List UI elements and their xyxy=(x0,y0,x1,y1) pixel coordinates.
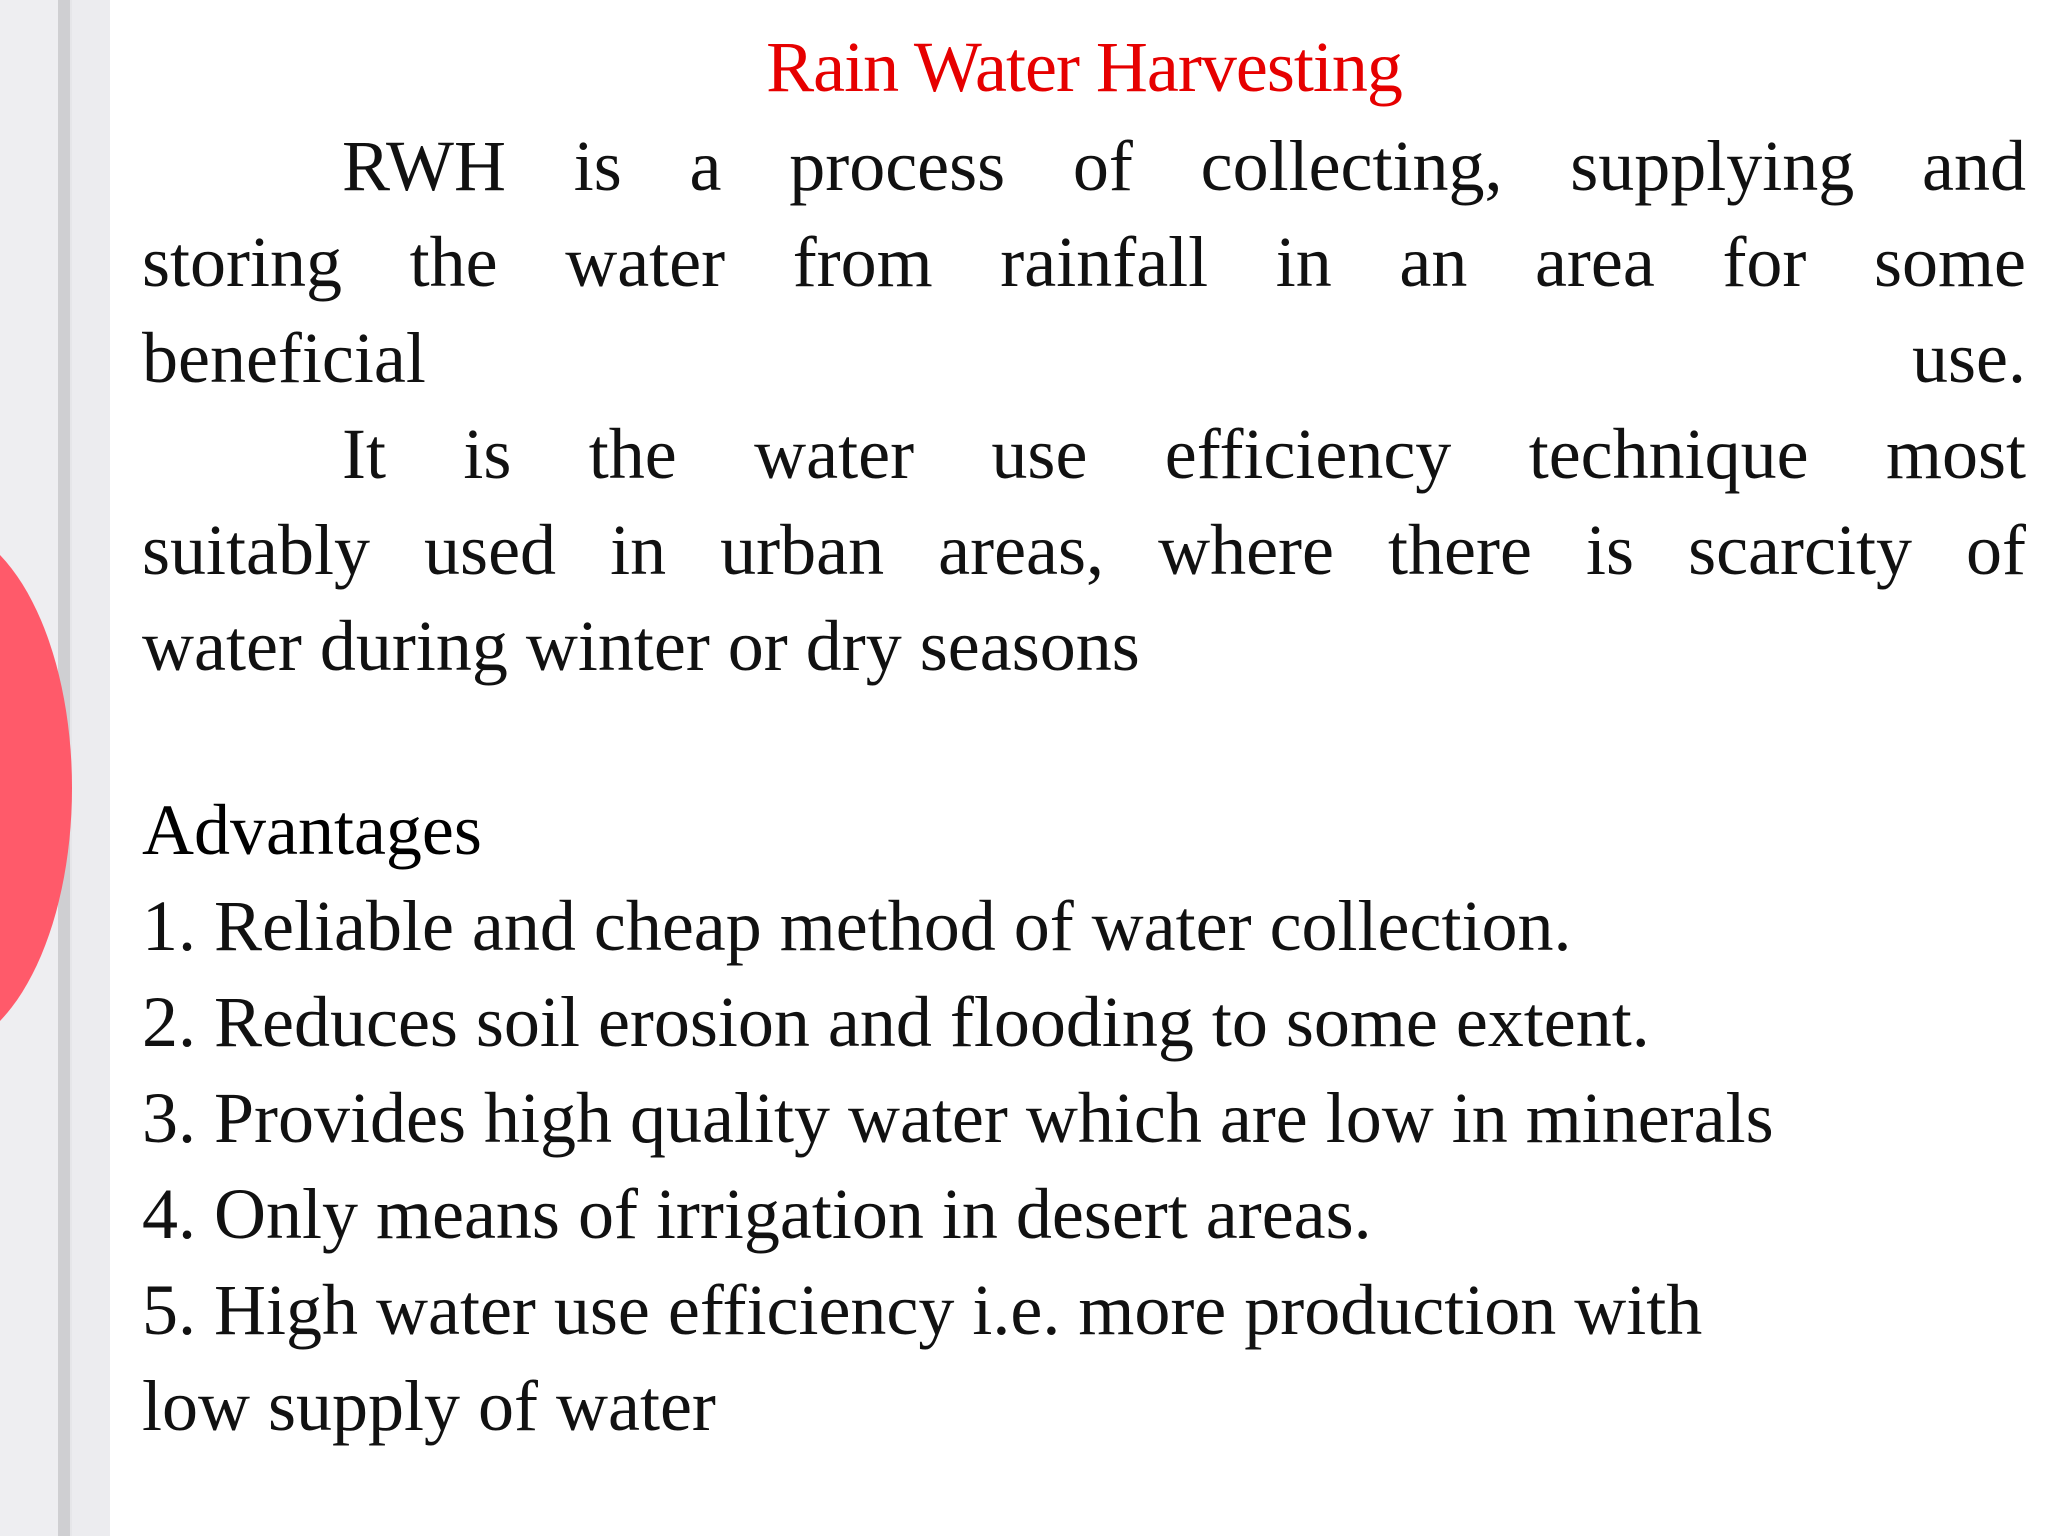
paragraph-efficiency-line-1: It is the water use efficiency technique most xyxy=(342,414,2026,494)
slide-content xyxy=(142,0,2026,1536)
paragraph-rwh-definition-line-2: storing the water from rainfall in an area for some xyxy=(142,222,2026,302)
advantages-heading: Advantages xyxy=(142,790,482,870)
left-band-edge xyxy=(72,0,110,1536)
paragraph-rwh-definition-line-3: beneficial use. xyxy=(142,318,2026,398)
list-item: 1. Reliable and cheap method of water collection. xyxy=(142,886,1572,966)
list-item: 2. Reduces soil erosion and flooding to some extent. xyxy=(142,982,1650,1062)
list-item: 4. Only means of irrigation in desert areas. xyxy=(142,1174,1372,1254)
list-item: low supply of water xyxy=(142,1366,716,1446)
slide-title: Rain Water Harvesting xyxy=(766,27,1402,107)
list-item: 5. High water use efficiency i.e. more production with xyxy=(142,1270,1703,1350)
paragraph-efficiency-line-2: suitably used in urban areas, where there is scarcity of xyxy=(142,510,2026,590)
advantages-list xyxy=(142,878,2026,1454)
paragraph-efficiency-line-3: water during winter or dry seasons xyxy=(142,606,1140,686)
paragraph-rwh-definition-line-1: RWH is a process of collecting, supplying and xyxy=(342,126,2026,206)
list-item: 3. Provides high quality water which are low in minerals xyxy=(142,1078,1774,1158)
